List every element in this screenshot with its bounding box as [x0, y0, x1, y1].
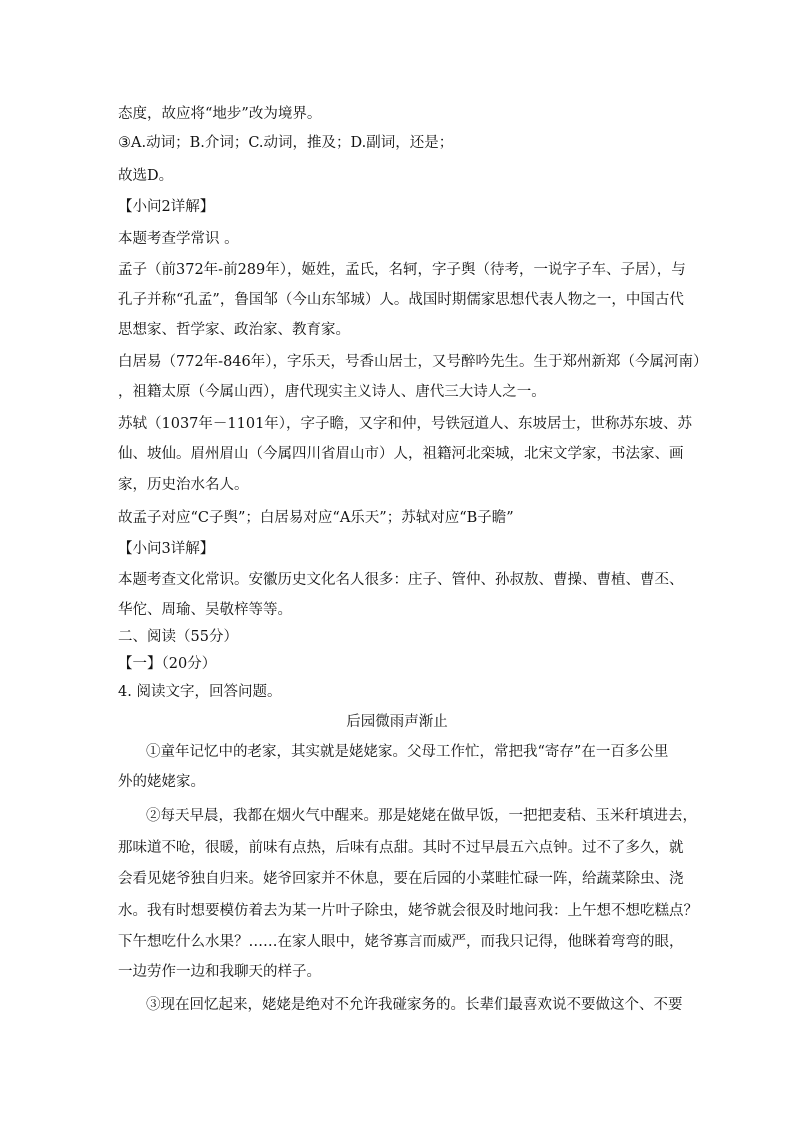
paragraph-line: 下午想吃什么水果？……在家人眼中，姥爷寡言而威严，而我只记得，他眯着弯弯的眼， [118, 934, 684, 950]
text-line: ③A.动词；B.介词；C.动词，推及；D.副词，还是； [118, 135, 454, 151]
paragraph-line: ①童年记忆中的老家，其实就是姥姥家。父母工作忙，常把我“寄存”在一百多公里 [146, 744, 669, 760]
text-line: 本题考查文化常识。安徽历史文化名人很多：庄子、管仲、孙叔敖、曹操、曹植、曹丕、 [118, 572, 684, 588]
text-line: 故孟子对应“C子舆”；白居易对应“A乐天”；苏轼对应“B子瞻” [118, 510, 514, 526]
text-line: 思想家、哲学家、政治家、教育家。 [118, 322, 350, 338]
paragraph-line: ②每天早晨，我都在烟火气中醒来。那是姥姥在做早饭，一把把麦秸、玉米秆填进去， [146, 808, 697, 824]
text-line: 仙、坡仙。眉州眉山（今属四川省眉山市）人，祖籍河北栾城，北宋文学家，书法家、画 [118, 446, 684, 462]
paragraph-line: 水。我有时想要模仿着去为某一片叶子除虫，姥爷就会很及时地问我：上午想不想吃糕点？ [118, 903, 698, 919]
paragraph-line: 一边劳作一边和我聊天的样子。 [118, 964, 321, 980]
text-line: 华佗、周瑜、吴敬梓等等。 [118, 602, 292, 618]
section-heading: 【小问2详解】 [118, 199, 215, 215]
text-line: 态度，故应将“地步”改为境界。 [118, 106, 322, 122]
text-line: 故选D。 [118, 168, 174, 184]
section-heading: 【一】（20分） [118, 656, 217, 672]
paragraph-line: 会看见姥爷独自归来。姥爷回家并不休息，要在后园的小菜畦忙碌一阵，给蔬菜除虫、浇 [118, 871, 684, 887]
text-line: 孔子并称“孔孟”，鲁国邹（今山东邹城）人。战国时期儒家思想代表人物之一，中国古代 [118, 292, 684, 308]
question-prompt: 4. 阅读文字，回答问题。 [118, 684, 282, 700]
text-line: 孟子（前372年-前289年），姬姓，孟氏，名轲，字子舆（待考，一说字子车、子居），与 [118, 262, 686, 278]
section-heading: 【小问3详解】 [118, 541, 215, 557]
text-line: 苏轼（1037年－1101年），字子瞻，又字和仲，号铁冠道人、东坡居士，世称苏东坡、苏 [118, 416, 693, 432]
section-heading: 二、阅读（55分） [118, 629, 238, 645]
paragraph-line: 外的姥姥家。 [118, 774, 205, 790]
paragraph-line: 那味道不呛，很暖，前味有点热，后味有点甜。其时不过早晨五六点钟。过不了多久，就 [118, 840, 684, 856]
text-line: 家，历史治水名人。 [118, 477, 249, 493]
paragraph-line: ③现在回忆起来，姥姥是绝对不允许我碰家务的。长辈们最喜欢说不要做这个、不要 [146, 997, 683, 1013]
passage-title: 后园微雨声渐止 [346, 714, 448, 730]
text-line: ，祖籍太原（今属山西），唐代现实主义诗人、唐代三大诗人之一。 [118, 384, 546, 400]
text-line: 白居易（772年-846年），字乐天，号香山居士，又号醉吟先生。生于郑州新郑（今属河南） [118, 354, 708, 370]
text-line: 本题考查学常识 。 [118, 231, 239, 247]
